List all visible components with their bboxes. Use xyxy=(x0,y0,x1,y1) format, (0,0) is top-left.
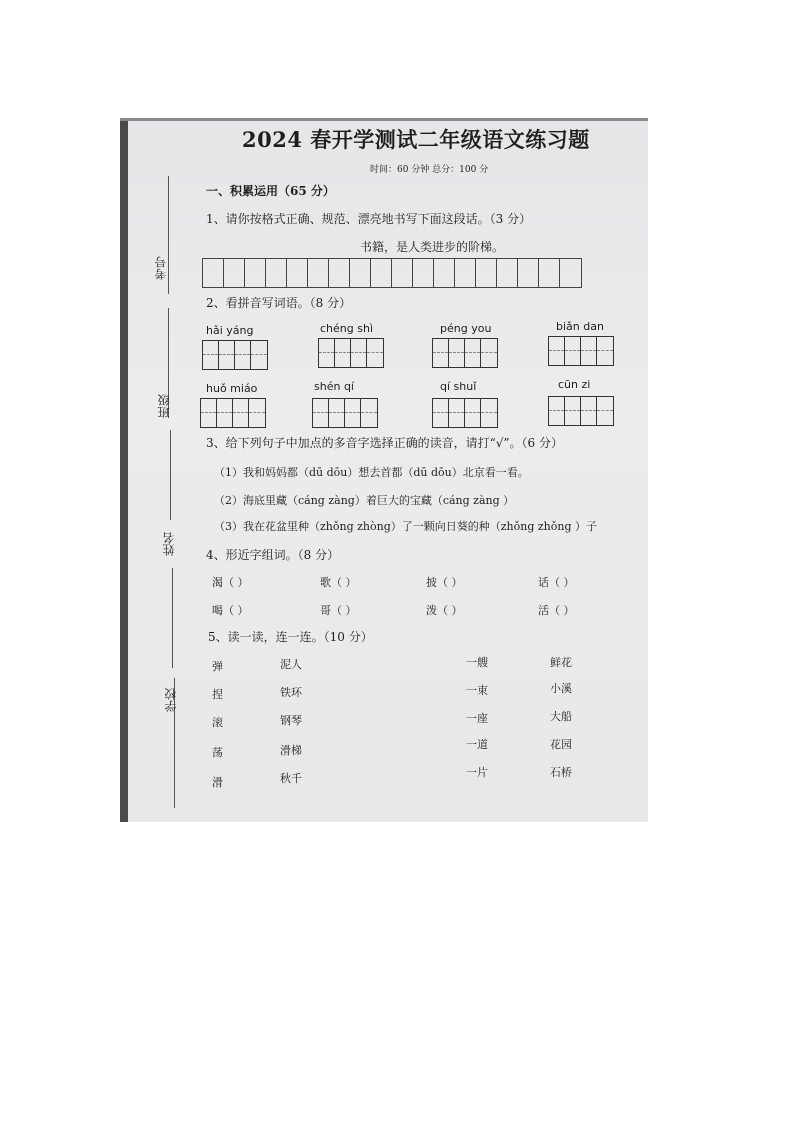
q3-line: （2）海底里藏（cáng zàng）着巨大的宝藏（cáng zàng ） xyxy=(214,494,515,507)
match-item: 石桥 xyxy=(550,766,572,779)
q5-prompt: 5、读一读，连一连。（10 分） xyxy=(208,630,373,644)
pinyin-label: péng you xyxy=(440,322,492,335)
match-item: 泥人 xyxy=(280,658,302,671)
match-item: 滑梯 xyxy=(280,744,302,757)
tian-grid xyxy=(318,338,384,368)
tian-grid xyxy=(432,338,498,368)
q3-line: （3）我在花盆里种（zhǒng zhòng）了一颗向日葵的种（zhǒng zhǒng ）子 xyxy=(214,520,598,533)
tian-grid xyxy=(202,340,268,370)
side-label-name: 姓名 xyxy=(162,532,176,556)
pinyin-label: shén qí xyxy=(314,380,354,393)
tian-grid xyxy=(312,398,378,428)
match-item: 花园 xyxy=(550,738,572,751)
match-item: 荡 xyxy=(212,746,223,759)
match-item: 铁环 xyxy=(280,686,302,699)
match-item: 钢琴 xyxy=(280,714,302,727)
match-item: 小溪 xyxy=(550,682,572,695)
q4-item: 渴（ ） xyxy=(212,576,249,589)
match-item: 秋千 xyxy=(280,772,302,785)
tian-grid xyxy=(548,336,614,366)
q4-item: 披（ ） xyxy=(426,576,463,589)
tian-grid xyxy=(200,398,266,428)
q1-prompt: 1、请你按格式正确、规范、漂亮地书写下面这段话。（3 分） xyxy=(206,212,532,226)
q2-prompt: 2、看拼音写词语。（8 分） xyxy=(206,296,352,310)
exam-subtitle: 时间：60 分钟 总分：100 分 xyxy=(370,165,489,175)
pinyin-label: biǎn dan xyxy=(556,320,604,333)
q4-item: 话（ ） xyxy=(538,576,575,589)
writing-grid xyxy=(202,258,582,288)
side-label-class: 班级 xyxy=(157,394,171,418)
q4-item: 哥（ ） xyxy=(320,604,357,617)
photo-shadow xyxy=(120,118,128,822)
pinyin-label: qí shuǐ xyxy=(440,380,477,393)
q3-prompt: 3、给下列句子中加点的多音字选择正确的读音，请打“√”。（6 分） xyxy=(206,436,564,450)
q4-item: 歌（ ） xyxy=(320,576,357,589)
match-item: 一道 xyxy=(466,738,488,751)
match-item: 一束 xyxy=(466,684,488,697)
match-item: 捏 xyxy=(212,688,223,701)
match-item: 滑 xyxy=(212,776,223,789)
photo-edge xyxy=(120,118,648,121)
exam-photo xyxy=(120,118,648,822)
q4-prompt: 4、形近字组词。（8 分） xyxy=(206,548,340,562)
side-label-school: 学校 xyxy=(164,688,178,712)
pinyin-label: chéng shì xyxy=(320,322,373,335)
pinyin-label: huǒ miáo xyxy=(206,382,258,395)
section-heading: 一、积累运用（65 分） xyxy=(206,184,335,198)
q4-item: 喝（ ） xyxy=(212,604,249,617)
q3-line: （1）我和妈妈都（dū dōu）想去首都（dū dōu）北京看一看。 xyxy=(214,466,529,479)
side-label-exam-no: 考号 xyxy=(154,256,168,280)
q1-sentence: 书籍，是人类进步的阶梯。 xyxy=(360,240,505,254)
match-item: 大船 xyxy=(550,710,572,723)
pinyin-label: hǎi yáng xyxy=(206,324,254,337)
exam-title: 2024 春开学测试二年级语文练习题 xyxy=(242,127,590,152)
match-item: 一座 xyxy=(466,712,488,725)
match-item: 鲜花 xyxy=(550,656,572,669)
match-item: 一艘 xyxy=(466,656,488,669)
q4-item: 活（ ） xyxy=(538,604,575,617)
margin-line xyxy=(172,568,173,668)
pinyin-label: cūn zi xyxy=(558,378,591,391)
match-item: 弹 xyxy=(212,660,223,673)
match-item: 滚 xyxy=(212,716,223,729)
tian-grid xyxy=(432,398,498,428)
match-item: 一片 xyxy=(466,766,488,779)
tian-grid xyxy=(548,396,614,426)
q4-item: 泼（ ） xyxy=(426,604,463,617)
margin-line xyxy=(170,430,171,520)
